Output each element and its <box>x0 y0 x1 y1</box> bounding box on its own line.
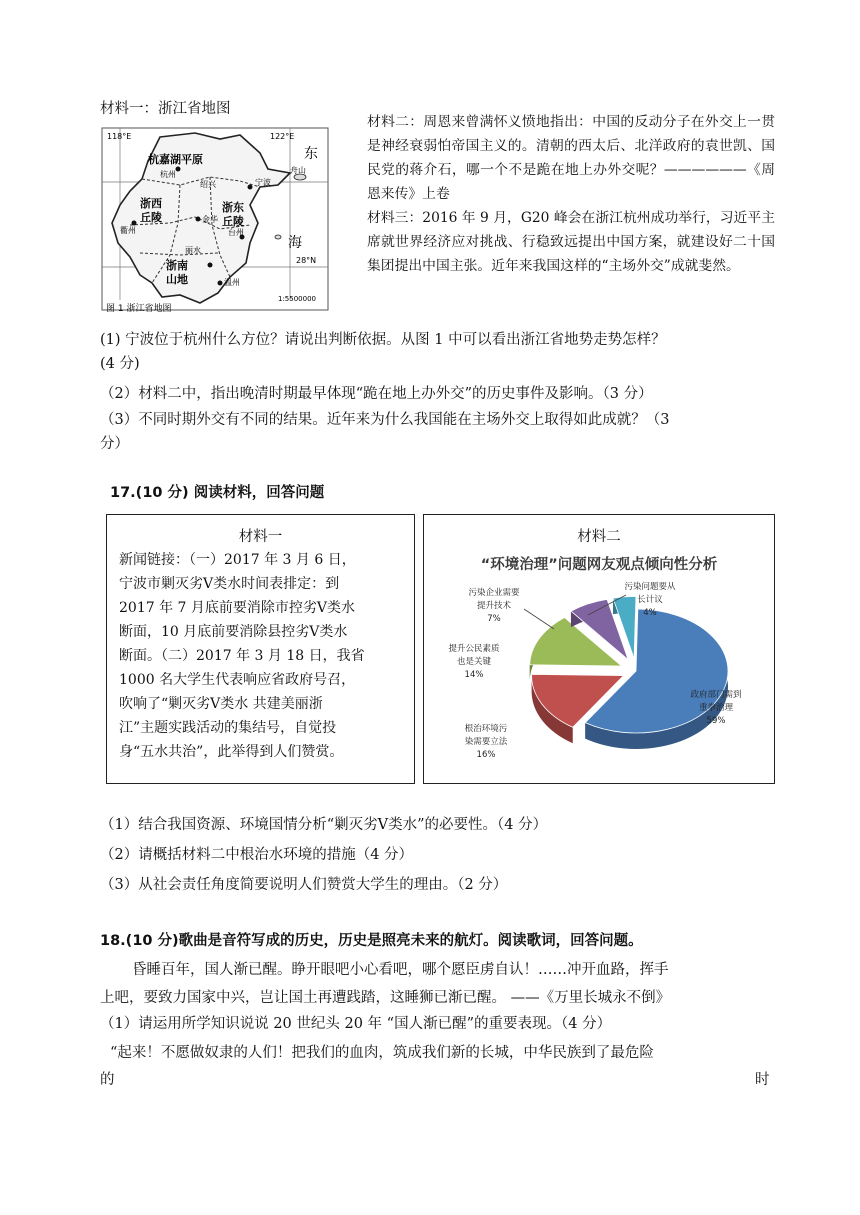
material1-line: 吹响了“剿灭劣Ⅴ类水 共建美丽浙 <box>119 696 323 712</box>
map-hangzhou-label: 杭州 <box>160 170 176 179</box>
material1-line: 1000 名大学生代表响应省政府号召， <box>119 672 356 688</box>
map-west-hill-label-1: 浙西 <box>140 197 162 210</box>
pie-label-1: 根治环境污染需要立法 16% <box>464 724 508 760</box>
material1-line: 宁波市剿灭劣Ⅴ类水时间表排定：到 <box>119 576 340 592</box>
lyric2-line2-left: 的 <box>100 1072 115 1088</box>
question-3-line2: 分） <box>100 436 129 452</box>
map-south-mtn-label-2: 山地 <box>166 273 188 286</box>
material1-line: 断面。（二）2017 年 3 月 18 日，我省 <box>119 648 365 664</box>
question-3-line1: （3）不同时期外交有不同的结果。近年来为什么我国能在主场外交上取得如此成就？（3 <box>100 412 670 428</box>
material1-box <box>106 514 415 784</box>
question-3 <box>100 408 780 456</box>
map-sea-label: 海 <box>288 235 302 251</box>
q17-question-3: （3）从社会责任角度简要说明人们赞赏大学生的理由。（2 分） <box>100 877 508 893</box>
material1-box-title: 材料一 <box>238 529 283 545</box>
question-1-line2: (4 分) <box>100 356 140 372</box>
lyric1-line1: 昏睡百年，国人渐已醒。睁开眼吧小心看吧，哪个愿臣虏自认！……冲开血路，挥手 <box>132 962 669 978</box>
q17-question-2: （2）请概括材料二中根治水环境的措施（4 分） <box>100 847 414 863</box>
map-quzhou-label: 衢州 <box>120 226 136 235</box>
material3-text: 材料三：2016 年 9 月，G20 峰会在浙江杭州成功举行，习近平主席就世界经济应对挑战、行稳致远提出中国方案，就建设好二十国集团提出中国主张。近年来我国这样的“主场外交”成就斐然。 <box>367 210 775 274</box>
map-jinhua-label: 金华 <box>202 215 218 224</box>
pie-label-2: 提升公民素质也是关键 14% <box>448 644 500 680</box>
map-lat-label: 28°N <box>296 256 317 265</box>
material1-line: 断面，10 月底前要消除县控劣Ⅴ类水 <box>119 624 348 640</box>
pie-label-4: 污染问题要从长计议 4% <box>624 582 676 618</box>
material1-line: 身“五水共治”，此举得到人们赞赏。 <box>119 744 344 760</box>
lyric2-line1: “起来！不愿做奴隶的人们！把我们的血肉，筑成我们新的长城，中华民族到了最危险 <box>110 1045 654 1061</box>
material2-box-title: 材料二 <box>577 529 621 545</box>
pie-label-3: 污染企业需要提升技术 7% <box>468 588 520 624</box>
material-2-3-block <box>367 110 775 278</box>
material1-line: 江”主题实践活动的集结号，自觉投 <box>119 720 337 736</box>
map-hz-plain-label: 杭嘉湖平原 <box>148 153 203 166</box>
map-east-hill-label-1: 浙东 <box>222 201 244 214</box>
map-wenzhou-label: 温州 <box>224 278 240 287</box>
map-lon-right-label: 122°E <box>270 132 295 141</box>
map-east-hill-label-2: 丘陵 <box>222 215 244 228</box>
material1-title: 材料一：浙江省地图 <box>100 101 231 117</box>
zhejiang-map <box>100 125 330 315</box>
map-zhoushan-label: 舟山 <box>290 166 306 175</box>
q18-question-1: （1）请运用所学知识说说 20 世纪头 20 年 “国人渐已醒”的重要表现。（4 分） <box>100 1016 612 1032</box>
map-scale-label: 1:5500000 <box>278 295 316 303</box>
map-south-mtn-label-1: 浙南 <box>166 259 188 272</box>
lyric2-line2-right: 时 <box>755 1072 770 1088</box>
q18-heading: 18.(10 分)歌曲是音符写成的历史，历史是照亮未来的航灯。阅读歌词，回答问题。 <box>100 933 643 949</box>
question-1 <box>100 328 780 376</box>
map-shaoxing-label: 绍兴 <box>200 180 216 189</box>
map-taizhou-label: 台州 <box>228 228 244 237</box>
question-2: （2）材料二中，指出晚清时期最早体现“跪在地上办外交”的历史事件及影响。（3 分） <box>100 386 653 402</box>
map-ningbo-label: 宁波 <box>255 178 271 187</box>
pie-chart <box>426 549 772 779</box>
material1-line: 新闻链接：（一）2017 年 3 月 6 日， <box>119 552 356 568</box>
pie-leader-line-3 <box>524 609 554 629</box>
map-lon-left-label: 118°E <box>107 132 132 141</box>
lyric1-line2: 上吧，要致力国家中兴，岂让国土再遭践踏，这睡狮已渐已醒。 ——《万里长城永不倒》 <box>100 990 671 1006</box>
q17-heading: 17.(10 分) 阅读材料，回答问题 <box>110 485 325 501</box>
material2-box <box>423 514 775 784</box>
map-lishui-label: 丽水 <box>185 246 201 255</box>
map-caption: 图 1 浙江省地图 <box>106 304 172 314</box>
map-east-label: 东 <box>304 146 318 162</box>
map-west-hill-label-2: 丘陵 <box>140 211 162 224</box>
material2-text: 材料二：周恩来曾满怀义愤地指出：中国的反动分子在外交上一贯是神经衰弱怕帝国主义的。清朝的西太后、北洋政府的袁世凯、国民党的蒋介石，哪一个不是跪在地上办外交呢？——————《周恩来传》上卷 <box>367 114 775 202</box>
material1-line: 2017 年 7 月底前要消除市控劣Ⅴ类水 <box>119 600 355 616</box>
question-1-line1: (1) 宁波位于杭州什么方位？请说出判断依据。从图 1 中可以看出浙江省地势走势怎样？ <box>100 332 666 348</box>
q17-question-1: （1）结合我国资源、环境国情分析“剿灭劣Ⅴ类水”的必要性。（4 分） <box>100 817 548 833</box>
pie-label-0: 政府部门需到重拳治理 59% <box>690 690 742 726</box>
chart-title: “环境治理”问题网友观点倾向性分析 <box>480 557 718 573</box>
material1-box-body <box>107 546 414 764</box>
